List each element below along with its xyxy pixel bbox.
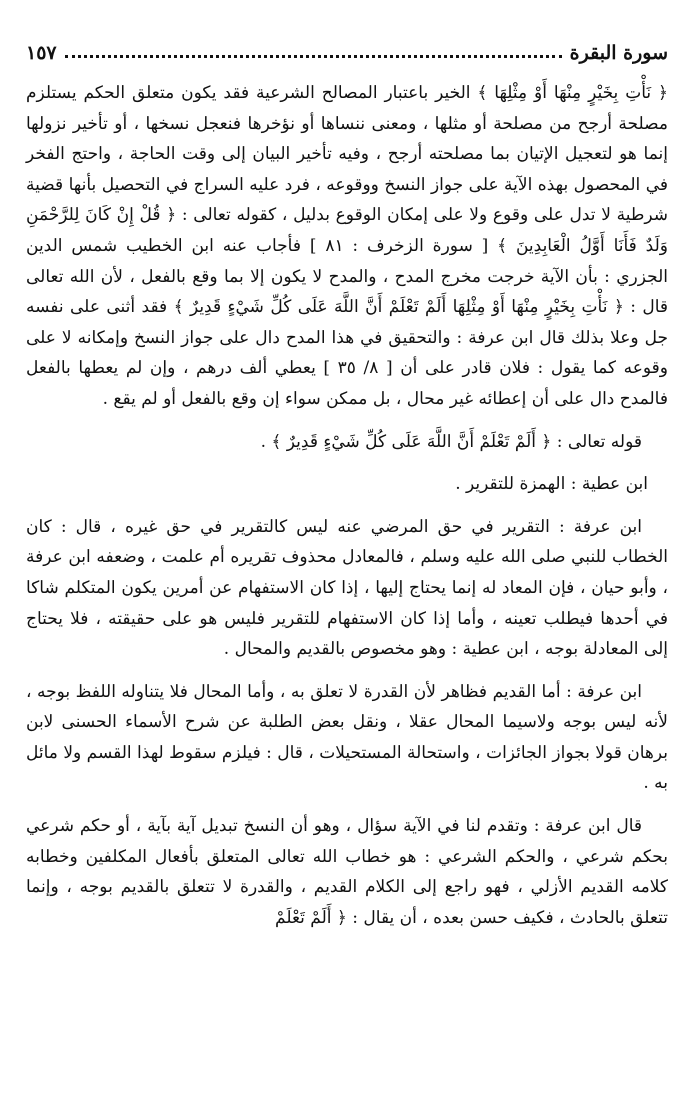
paragraph-5: ابن عرفة : أما القديم فظاهر لأن القدرة لا تعلق به ، وأما المحال فلا يتناوله اللفظ بوجه ، لأنه ليس بوجه ولاسيما المحال عقلا ، ونقل بعض الطلبة عن شرح الأسماء الحسنى لابن برهان قولا بجواز الجائزات ، واستحالة المستحيلات ، قال : فيلزم سقوط لهذا القسم ولا مائل به . <box>26 681 668 794</box>
page-header <box>26 38 668 64</box>
paragraph-3: ابن عطية : الهمزة للتقرير . <box>455 474 648 495</box>
paragraph-6: قال ابن عرفة : وتقدم لنا في الآية سؤال ، وهو أن النسخ تبديل آية بآية ، أو حكم شرعي بحكم شرعي ، والحكم الشرعي : هو خطاب الله تعالى المتعلق بأفعال المكلفين وخطابه كلامه القديم الأزلي ، فهو راجع إلى الكلام القديم ، والقدرة لا تتعلق بالقديم بوجه ، وإنما تتعلق بالحادث ، فكيف حسن بعده ، أن يقال : ﴿ أَلَمْ تَعْلَمْ <box>26 816 668 928</box>
page-body <box>26 78 668 933</box>
surah-title: سورة البقرة <box>569 42 668 64</box>
paragraph-1: ﴿ نَأْتِ بِخَيْرٍ مِنْهَا أَوْ مِثْلِهَا ﴾ الخير باعتبار المصالح الشرعية فقد يكون متعلق الحكم يستلزم مصلحة أرجح من مصلحة أو مثلها ، ومعنى ننساها أو نؤخرها فنعجل نسخها ، أو تأخير نزولها إنما هو لتعجيل الإتيان بما مصلحته أرجح ، وفيه تأخير البيان إلى وقت الحاجة ، واحتج الفخر في المحصول بهذه الآية على جواز النسخ ووقوعه ، فرد عليه السراج في التحصيل بأنها قضية شرطية لا تدل على وقوع ولا على إمكان الوقوع بدليل ، كقوله تعالى : ﴿ قُلْ إِنْ كَانَ لِلرَّحْمَنِ وَلَدٌ فَأَنَا أَوَّلُ الْعَابِدِينَ ﴾ [ سورة الزخرف : ٨١ ] فأجاب عنه ابن الخطيب شمس الدين الجزري : بأن الآية خرجت مخرج المدح ، والمدح لا يكون إلا بما وقع بالفعل ، لأن الله تعالى قال : ﴿ نَأْتِ بِخَيْرٍ مِنْهَا أَوْ مِثْلِهَا أَلَمْ تَعْلَمْ أَنَّ اللَّهَ عَلَى كُلِّ شَيْءٍ قَدِيرٌ ﴾ فقد أثنى على نفسه جل وعلا بذلك قال ابن عرفة : والتحقيق في هذا المدح دال على جواز النسخ وإمكانه لا على وقوعه كما يقول : فلان قادر على أن [ ٨/ ٣٥ ] يعطي ألف درهم ، وإن لم يعطها بالفعل فالمدح دال على أن إعطائه غير محال ، بل ممكن سواء إن وقع بالفعل أو لم يقع . <box>26 83 668 409</box>
paragraph-4: ابن عرفة : التقرير في حق المرضي عنه ليس كالتقرير في حق غيره ، قال : كان الخطاب للنبي صلى الله عليه وسلم ، فالمعادل محذوف تقريره أم علمت ، وضعفه ابن عرفة ، وأبو حيان ، فإن المعاد له إنما يحتاج إليها ، إذا كان الاستفهام عن أمرين يكون المتكلم شاكا في أحدها فيطلب تعينه ، وأما إذا كان الاستفهام للتقرير فليس هو على حقيقته ، فلا يحتاج إلى المعادلة بوجه ، ابن عطية : وهو مخصوص بالقديم والمحال . <box>26 516 668 660</box>
header-dotted-rule <box>65 55 562 58</box>
paragraph-2: قوله تعالى : ﴿ أَلَمْ تَعْلَمْ أَنَّ اللَّهَ عَلَى كُلِّ شَيْءٍ قَدِيرٌ ﴾ . <box>260 431 642 452</box>
page-number: ١٥٧ <box>26 42 57 64</box>
